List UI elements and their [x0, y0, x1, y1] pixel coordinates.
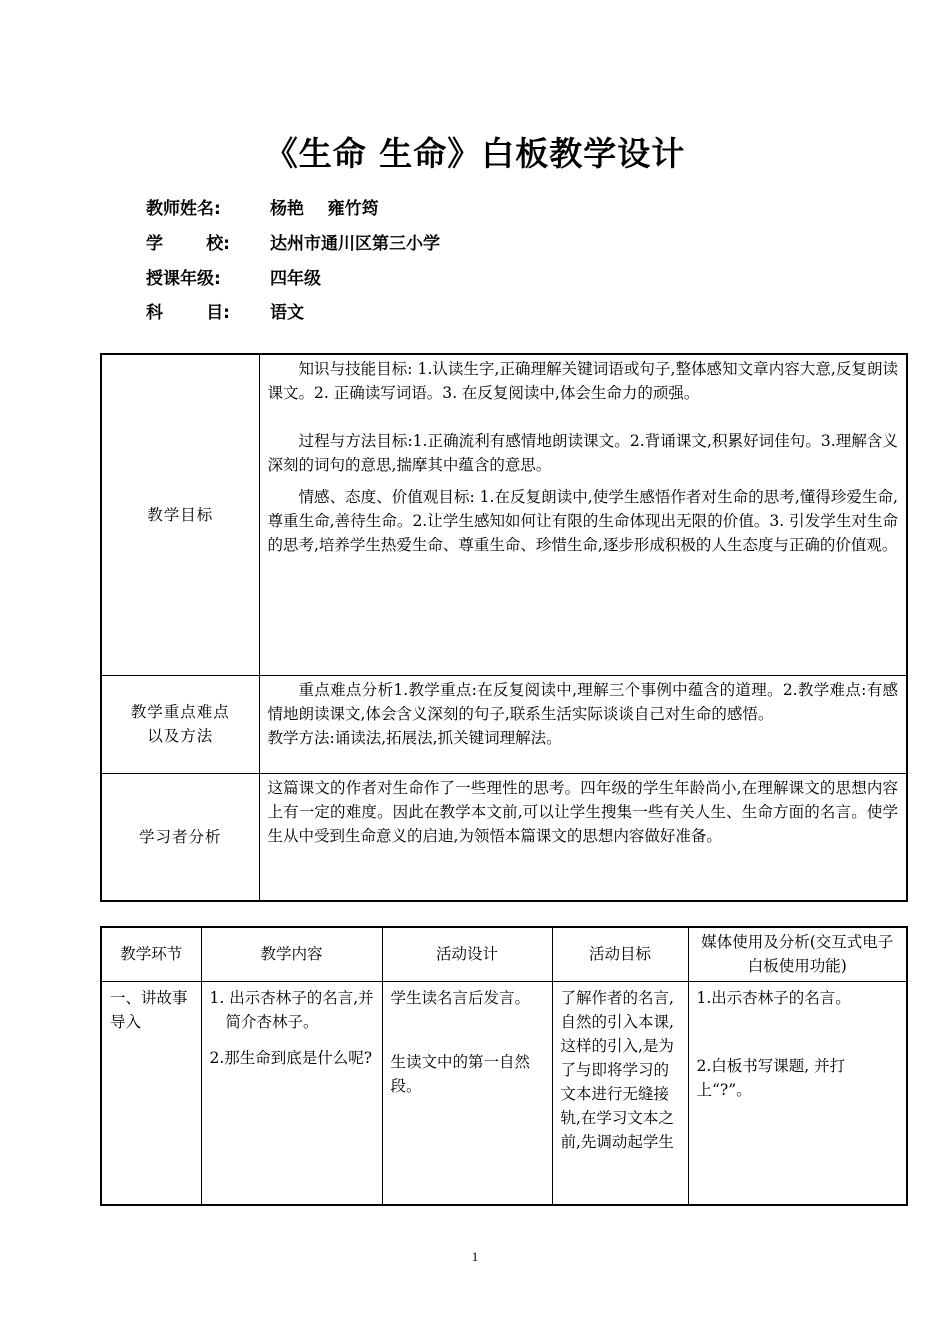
- table-row: [101, 354, 907, 675]
- learner-analysis: 这篇课文的作者对生命作了一些理性的思考。四年级的学生年龄尚小,在理解课文的思想内容上有一定的难度。因此在教学本文前,可以让学生搜集一些有关人生、生命方面的名言。使学生从中受到生命意义的启迪,为领悟本篇课文的思想内容做好准备。: [267, 778, 898, 845]
- col-header-media: 媒体使用及分析(交互式电子白板使用功能): [688, 927, 907, 981]
- keypoints-content: [259, 675, 907, 773]
- table-row: [101, 981, 907, 1205]
- learner-content: [259, 773, 907, 901]
- objectives-content: [259, 354, 907, 675]
- col-header-goal: 活动目标: [552, 927, 688, 981]
- col-header-stage: 教学环节: [101, 927, 201, 981]
- cell-activity: 学生读名言后发言。 生读文中的第一自然段。: [382, 981, 552, 1205]
- keypoints-analysis: 重点难点分析1.教学重点:在反复阅读中,理解三个事例中蕴含的道理。2.教学难点:有感情地朗读课文,体会含义深刻的句子,联系生活实际谈谈自己对生命的感悟。: [267, 680, 898, 723]
- cell-stage: 一、讲故事导入: [101, 981, 201, 1205]
- info-school-label: 学 校:: [146, 234, 230, 254]
- page-number: 1: [471, 1249, 479, 1264]
- process-table: [100, 926, 908, 1206]
- info-school-value: 达州市通川区第三小学: [270, 234, 440, 254]
- col-header-content: 教学内容: [201, 927, 382, 981]
- table-row: [101, 773, 907, 901]
- col-header-activity: 活动设计: [382, 927, 552, 981]
- row-header-learner: 学习者分析: [101, 773, 259, 901]
- cell-media: 1.出示杏林子的名言。 2.白板书写课题, 并打上“?”。: [688, 981, 907, 1205]
- objective-knowledge: 知识与技能目标: 1.认读生字,正确理解关键词语或句子,整体感知文章内容大意,反复朗读课文。2. 正确读写词语。3. 在反复阅读中,体会生命力的顽强。: [267, 360, 898, 402]
- objective-process: 过程与方法目标:1.正确流利有感情地朗读课文。2.背诵课文,积累好词佳句。3.理解含义深刻的词句的意思,揣摩其中蕴含的意思。: [267, 432, 898, 474]
- cell-content: 1. 出示杏林子的名言,并简介杏林子。 2.那生命到底是什么呢?: [201, 981, 382, 1205]
- table-header-row: [101, 927, 907, 981]
- info-grade-label: 授课年级:: [146, 269, 221, 289]
- document-title: 《生命 生命》白板教学设计: [264, 134, 686, 173]
- objectives-table: [100, 353, 908, 902]
- teaching-methods: 教学方法:诵读法,拓展法,抓关键词理解法。: [267, 728, 562, 747]
- row-header-objectives: 教学目标: [101, 354, 259, 675]
- table-row: [101, 675, 907, 773]
- info-subject-label: 科 目:: [146, 303, 230, 323]
- info-teacher-label: 教师姓名:: [146, 199, 221, 219]
- objective-values: 情感、态度、价值观目标: 1.在反复朗读中,使学生感悟作者对生命的思考,懂得珍爱生命,尊重生命,善待生命。2.让学生感知如何让有限的生命体现出无限的价值。3. 引发学生对生命的思考,培养学生热爱生命、尊重生命、珍惜生命,逐步形成积极的人生态度与正确的价值观。: [267, 488, 898, 554]
- info-grade-value: 四年级: [270, 269, 321, 289]
- info-teacher-value: 杨艳 雍竹筠: [270, 199, 379, 219]
- cell-goal: 了解作者的名言,自然的引入本课,这样的引入,是为了与即将学习的文本进行无缝接轨,在学习文本之前,先调动起学生: [552, 981, 688, 1205]
- row-header-keypoints: 教学重点难点 以及方法: [101, 675, 259, 773]
- info-subject-value: 语文: [270, 303, 304, 323]
